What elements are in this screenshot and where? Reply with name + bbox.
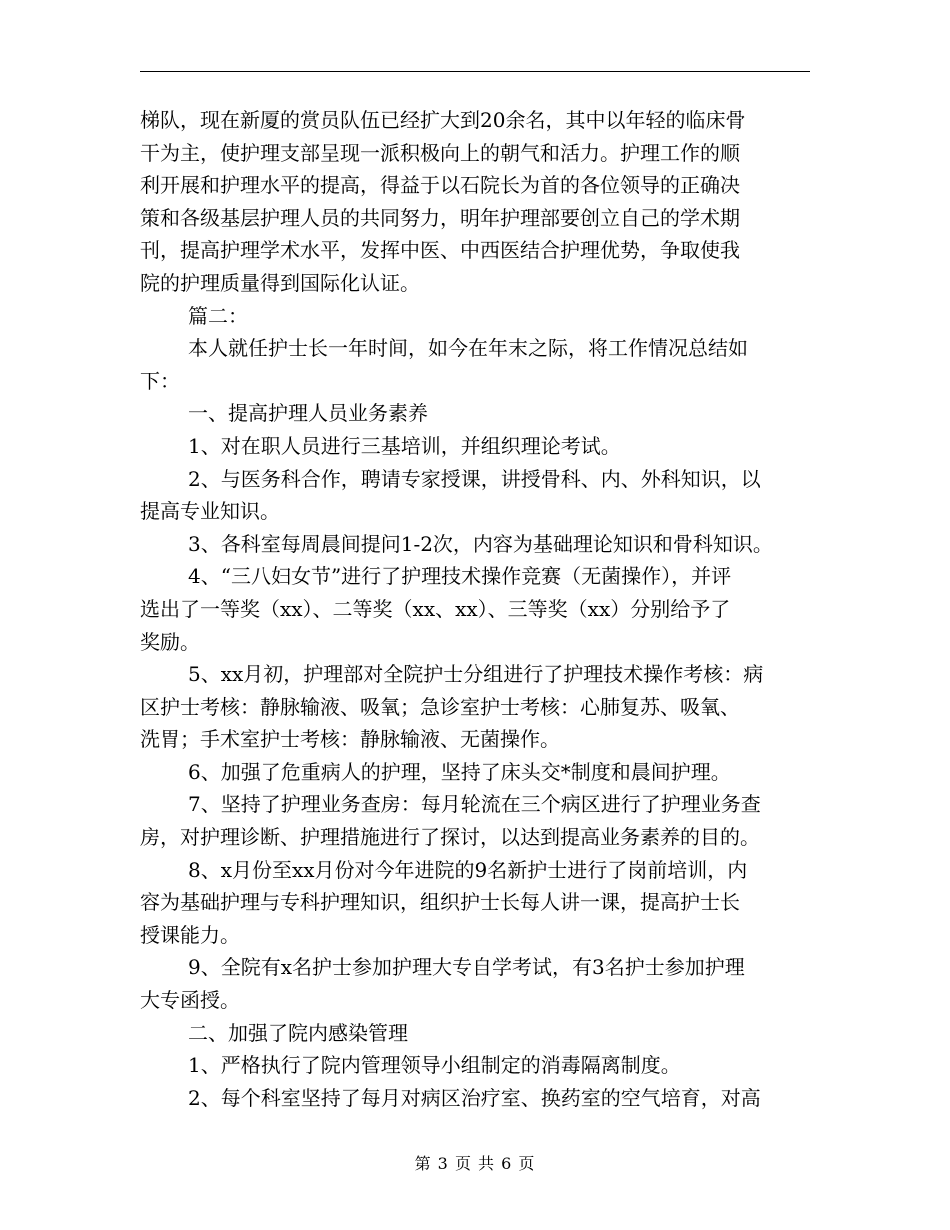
text-line: 本人就任护士长一年时间，如今在年末之际，将工作情况总结如: [188, 336, 748, 361]
text-line: 1、严格执行了院内管理领导小组制定的消毒隔离制度。: [188, 1053, 681, 1078]
document-body: [140, 104, 812, 1114]
page-label-prefix: 第: [414, 1154, 432, 1173]
header-rule: [140, 71, 810, 72]
text-line: 利开展和护理水平的提高，得益于以石院长为首的各位领导的正确决: [140, 173, 740, 198]
text-line: 梯队，现在新厦的赏员队伍已经扩大到20余名，其中以年轻的临床骨: [140, 108, 746, 132]
text-line: 容为基础护理与专科护理知识，组织护士长每人讲一课，提高护士长: [140, 890, 740, 915]
text-line: 院的护理质量得到国际化认证。: [140, 270, 420, 295]
text-line: 下：: [140, 368, 180, 393]
text-line: 洗胃；手术室护士考核：静脉输液、无菌操作。: [140, 727, 560, 752]
current-page-number: 3: [437, 1154, 449, 1173]
text-line: 大专函授。: [140, 988, 240, 1013]
text-line: 二、加强了院内感染管理: [188, 1020, 408, 1045]
text-line: 1、对在职人员进行三基培训，并组织理论考试。: [188, 433, 621, 458]
text-line: 选出了一等奖（xx）、二等奖（xx、xx）、三等奖（xx）分别给予了: [140, 596, 731, 621]
text-line: 一、提高护理人员业务素养: [188, 401, 428, 426]
text-line: 2、与医务科合作，聘请专家授课，讲授骨科、内、外科知识，以: [188, 466, 761, 491]
page-label-mid: 页 共: [454, 1154, 496, 1173]
text-line: 区护士考核：静脉输液、吸氧；急诊室护士考核：心肺复苏、吸氧、: [140, 694, 740, 719]
text-line: 授课能力。: [140, 922, 240, 947]
text-line: 房，对护理诊断、护理措施进行了探讨，以达到提高业务素养的目的。: [140, 825, 760, 850]
text-line: 8、x月份至xx月份对今年进院的9名新护士进行了岗前培训，内: [188, 857, 748, 882]
text-line: 干为主，使护理支部呈现一派积极向上的朝气和活力。护理工作的顺: [140, 140, 740, 165]
text-line: 9、全院有x名护士参加护理大专自学考试，有3名护士参加护理: [188, 955, 745, 980]
text-line: 5、xx月初，护理部对全院护士分组进行了护理技术操作考核：病: [188, 662, 764, 687]
text-line: 7、坚持了护理业务查房：每月轮流在三个病区进行了护理业务查: [188, 792, 761, 817]
total-pages-number: 6: [501, 1154, 513, 1173]
text-line: 提高专业知识。: [140, 499, 280, 524]
text-line: 6、加强了危重病人的护理，坚持了床头交*制度和晨间护理。: [188, 759, 731, 784]
text-line: 策和各级基层护理人员的共同努力，明年护理部要创立自己的学术期: [140, 205, 740, 230]
page-label-suffix: 页: [518, 1154, 536, 1173]
text-line: 4、“三八妇女节”进行了护理技术操作竞赛（无菌操作），并评: [188, 564, 732, 589]
text-line: 2、每个科室坚持了每月对病区治疗室、换药室的空气培育，对高: [188, 1085, 761, 1110]
text-line: 奖励。: [140, 629, 200, 654]
page-footer: [0, 1153, 950, 1175]
text-line: 篇二：: [188, 303, 248, 328]
text-line: 3、各科室每周晨间提问1-2次，内容为基础理论知识和骨科知识。: [188, 531, 773, 556]
text-line: 刊，提高护理学术水平，发挥中医、中西医结合护理优势，争取使我: [140, 238, 740, 263]
